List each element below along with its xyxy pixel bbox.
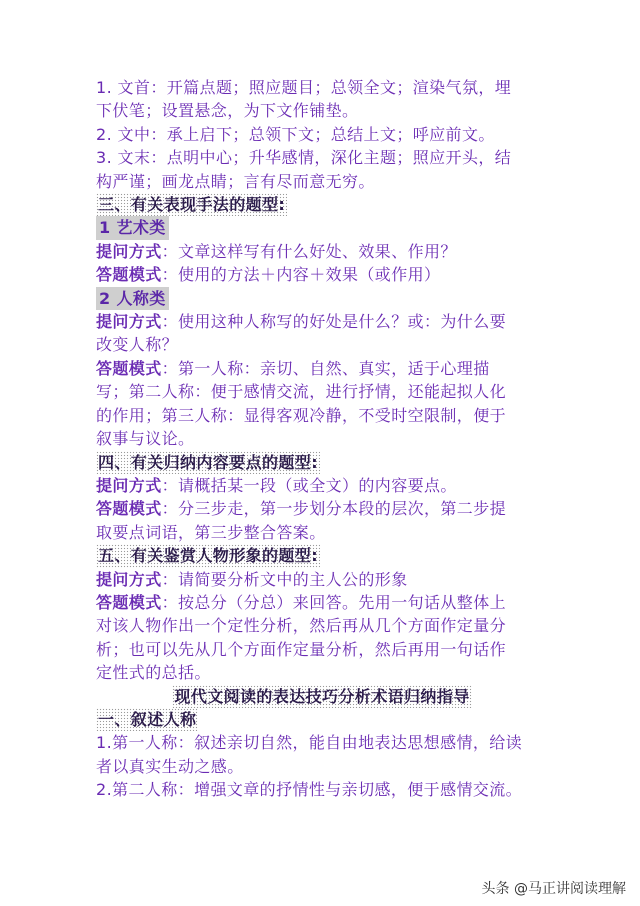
text-line: 析；也可以先从几个方面作定量分析，然后再用一句话作: [96, 639, 507, 659]
text-line: 的作用；第三人称：显得客观冷静，不受时空限制，便于: [96, 405, 507, 425]
text-line: 对该人物作出一个定性分析，然后再从几个方面作定量分: [96, 616, 507, 636]
question-line: 提问方式：请概括某一段（或全文）的内容要点。: [96, 475, 457, 495]
document-title-2: 现代文阅读的表达技巧分析术语归纳指导: [172, 685, 471, 708]
text-line: 3. 文末：点明中心；升华感情，深化主题；照应开头，结: [96, 148, 512, 168]
text-line: 2. 文中：承上启下；总领下文；总结上文；呼应前文。: [96, 124, 495, 144]
answer-line: 答题模式：使用的方法＋内容＋效果（或作用）: [96, 265, 441, 285]
text-line: 取要点词语，第三步整合答案。: [96, 522, 326, 542]
answer-line: 答题模式：按总分（分总）来回答。先用一句话从整体上: [96, 592, 507, 612]
section-heading-4: 四、有关归纳内容要点的题型:: [96, 451, 320, 474]
text-line: 写；第二人称：便于感情交流，进行抒情，还能起拟人化: [96, 382, 507, 402]
text-line: 2.第二人称：增强文章的抒情性与亲切感，便于感情交流。: [96, 780, 523, 800]
text-line: 1. 文首：开篇点题；照应题目；总领全文；渲染气氛，埋: [96, 78, 512, 97]
section-heading-3: 三、有关表现手法的题型:: [96, 193, 287, 216]
text-line: 构严谨；画龙点睛；言有尽而意无穷。: [96, 171, 375, 191]
answer-line: 答题模式：第一人称：亲切、自然、真实，适于心理描: [96, 358, 490, 378]
text-line: 叙事与议论。: [96, 429, 195, 449]
text-line: 改变人称？: [96, 335, 179, 355]
text-line: 1.第一人称：叙述亲切自然，能自由地表达思想感情，给读: [96, 733, 523, 753]
answer-line: 答题模式：分三步走，第一步划分本段的层次，第二步提: [96, 499, 507, 519]
text-line: 定性式的总括。: [96, 663, 211, 683]
question-line: 提问方式：文章这样写有什么好处、效果、作用？: [96, 241, 457, 261]
text-line: 下伏笔；设置悬念，为下文作铺垫。: [96, 101, 359, 121]
text-line: 者以真实生动之感。: [96, 756, 244, 776]
question-line: 提问方式：使用这种人称写的好处是什么？或：为什么要: [96, 312, 507, 332]
watermark: 头条 @马正讲阅读理解: [481, 881, 626, 897]
subheading-art: 1 艺术类: [96, 216, 169, 239]
question-line: 提问方式：请简要分析文中的主人公的形象: [96, 569, 408, 589]
subheading-person: 2 人称类: [96, 287, 169, 310]
section-heading-5: 五、有关鉴赏人物形象的题型:: [96, 544, 320, 567]
section-heading-narrative-person: 一、叙述人称: [96, 708, 198, 731]
document-body: [96, 76, 548, 802]
